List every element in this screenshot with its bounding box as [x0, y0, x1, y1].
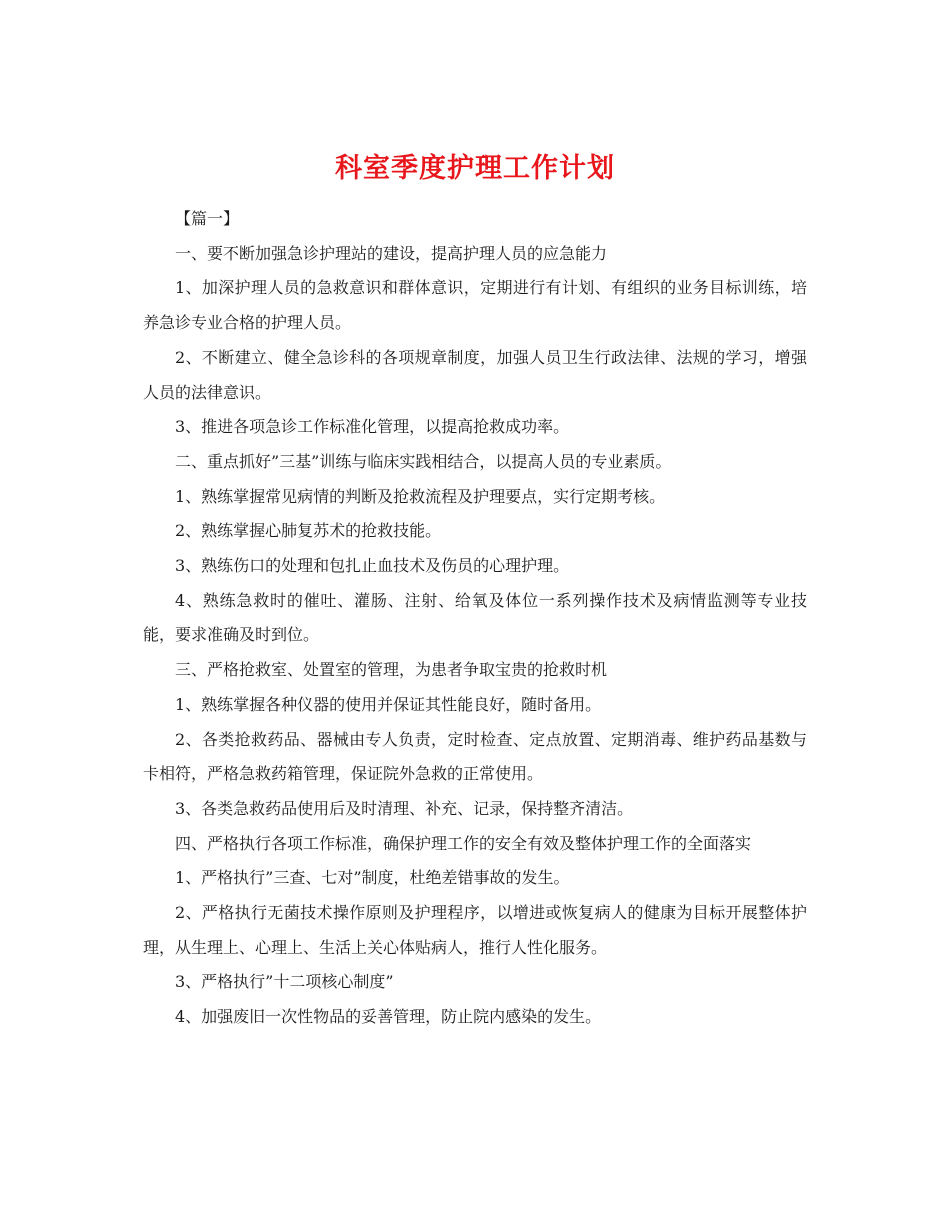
item-4-1: 1、严格执行”三查、七对”制度，杜绝差错事故的发生。: [175, 868, 570, 888]
document-title: 科室季度护理工作计划: [335, 153, 615, 185]
item-1-2: 2、不断建立、健全急诊科的各项规章制度，加强人员卫生行政法律、法规的学习，增强人员的法律意识。: [143, 347, 807, 402]
item-4-3: 3、严格执行”十二项核心制度”: [175, 972, 394, 992]
item-2-3: 3、熟练伤口的处理和包扎止血技术及伤员的心理护理。: [175, 556, 570, 576]
item-2-1: 1、熟练掌握常见病情的判断及抢救流程及护理要点，实行定期考核。: [175, 486, 666, 506]
section-label: 【篇一】: [175, 209, 240, 228]
item-2-2: 2、熟练掌握心肺复苏术的抢救技能。: [175, 521, 442, 541]
item-1-1: 1、加深护理人员的急救意识和群体意识，定期进行有计划、有组织的业务目标训练，培养急诊专业合格的护理人员。: [143, 278, 807, 333]
heading-1: 一、要不断加强急诊护理站的建设，提高护理人员的应急能力: [175, 243, 608, 263]
item-4-2: 2、严格执行无菌技术操作原则及护理程序，以增进或恢复病人的健康为目标开展整体护理，从生理上、心理上、生活上关心体贴病人，推行人性化服务。: [143, 903, 807, 957]
heading-2: 二、重点抓好”三基”训练与临床实践相结合，以提高人员的专业素质。: [175, 451, 672, 471]
item-3-2: 2、各类抢救药品、器械由专人负责，定时检查、定点放置、定期消毒、维护药品基数与卡相符，严格急救药箱管理，保证院外急救的正常使用。: [143, 729, 807, 784]
item-1-3: 3、推进各项急诊工作标准化管理，以提高抢救成功率。: [175, 417, 570, 437]
heading-4: 四、严格执行各项工作标准，确保护理工作的安全有效及整体护理工作的全面落实: [175, 833, 752, 853]
document-body: [143, 202, 807, 1035]
heading-3: 三、严格抢救室、处置室的管理，为患者争取宝贵的抢救时机: [175, 660, 608, 680]
item-4-4: 4、加强废旧一次性物品的妥善管理，防止院内感染的发生。: [175, 1007, 602, 1027]
item-3-3: 3、各类急救药品使用后及时清理、补充、记录，保持整齐清洁。: [175, 798, 634, 818]
item-3-1: 1、熟练掌握各种仪器的使用并保证其性能良好，随时备用。: [175, 694, 602, 714]
item-2-4: 4、熟练急救时的催吐、灌肠、注射、给氧及体位一系列操作技术及病情监测等专业技能，要求准确及时到位。: [143, 590, 807, 645]
